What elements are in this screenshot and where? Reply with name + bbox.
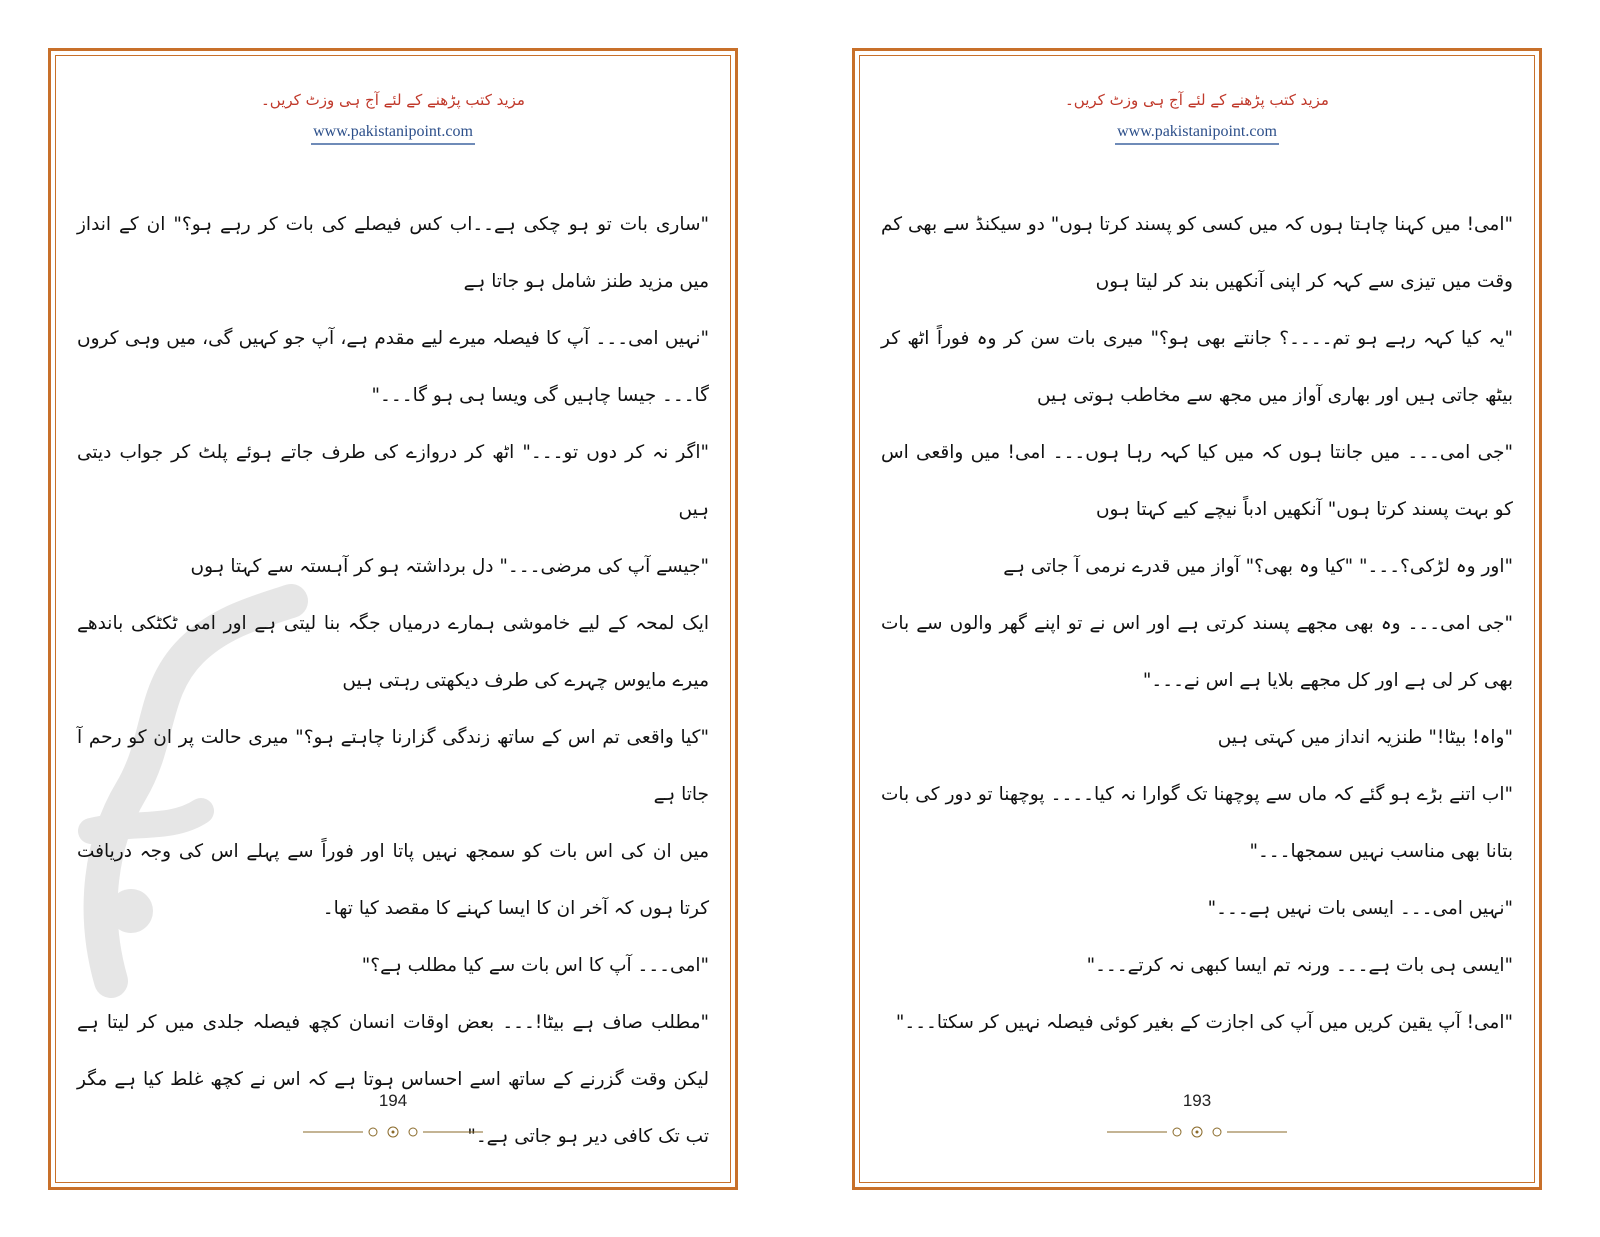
paragraph: "ایسی ہی بات ہے۔۔۔ ورنہ تم ایسا کبھی نہ کرتے۔۔۔" [1086,955,1513,976]
paragraph: "یہ کیا کہہ رہے ہو تم۔۔۔۔؟ جانتے بھی ہو؟" میری بات سن کر وہ فوراً اٹھ کر بیٹھ جاتی ہیں اور بھاری آواز میں مجھ سے مخاطب ہوتی ہیں [881,328,1513,406]
page-body [881,196,1513,1051]
paragraph: "جی امی۔۔۔ وہ بھی مجھے پسند کرتی ہے اور اس نے تو اپنے گھر والوں سے بات بھی کر لی ہے اور کل مجھے بلایا ہے اس نے۔۔۔" [881,613,1513,691]
paragraph: "نہیں امی۔۔۔ ایسی بات نہیں ہے۔۔۔" [1207,898,1513,919]
paragraph: "امی! آپ یقین کریں میں آپ کی اجازت کے بغیر کوئی فیصلہ نہیں کر سکتا۔۔۔" [895,1012,1513,1033]
site-url [855,123,1539,141]
site-url-link[interactable]: www.pakistanipoint.com [1115,123,1279,145]
paragraph: "واہ! بیٹا!" طنزیہ انداز میں کہتی ہیں [1217,727,1513,748]
paragraph: "کیا واقعی تم اس کے ساتھ زندگی گزارنا چاہتے ہو؟" میری حالت پر ان کو رحم آ جاتا ہے [77,727,709,805]
ornament-divider [1107,1125,1287,1139]
book-page-193 [852,48,1542,1190]
header-note: مزید کتب پڑھنے کے لئے آج ہی وزٹ کریں۔ [1065,91,1329,109]
paragraph: "مطلب صاف ہے بیٹا!۔۔۔ بعض اوقات انسان کچھ فیصلہ جلدی میں کر لیتا ہے لیکن وقت گزرنے کے ساتھ اسے احساس ہوتا ہے کہ اس نے کچھ غلط کیا ہے مگر تب تک کافی دیر ہو جاتی ہے۔" [77,1012,709,1147]
paragraph: میں ان کی اس بات کو سمجھ نہیں پاتا اور فوراً سے پہلے اس کی وجہ دریافت کرتا ہوں کہ آخر ان کا ایسا کہنے کا مقصد کیا تھا۔ [77,841,709,919]
paragraph: "نہیں امی۔۔۔ آپ کا فیصلہ میرے لیے مقدم ہے، آپ جو کہیں گی، میں وہی کروں گا۔۔۔ جیسا چاہیں گی ویسا ہی ہو گا۔۔۔" [77,328,709,406]
paragraph: ایک لمحہ کے لیے خاموشی ہمارے درمیاں جگہ بنا لیتی ہے اور امی ٹکٹکی باندھے میرے مایوس چہرے کی طرف دیکھتی رہتی ہیں [77,613,709,691]
paragraph: "امی۔۔۔ آپ کا اس بات سے کیا مطلب ہے؟" [361,955,709,976]
page-number: 194 [378,1091,408,1110]
paragraph: "امی! میں کہنا چاہتا ہوں کہ میں کسی کو پسند کرتا ہوں" دو سیکنڈ سے بھی کم وقت میں تیزی سے کہہ کر اپنی آنکھیں بند کر لیتا ہوں [881,214,1513,292]
paragraph: "ساری بات تو ہو چکی ہے۔۔اب کس فیصلے کی بات کر رہے ہو؟" ان کے انداز میں مزید طنز شامل ہو جاتا ہے [77,214,709,292]
paragraph: "جی امی۔۔۔ میں جانتا ہوں کہ میں کیا کہہ رہا ہوں۔۔۔ امی! میں واقعی اس کو بہت پسند کرتا ہوں" آنکھیں ادباً نیچے کیے کہتا ہوں [881,442,1513,520]
paragraph: "اگر نہ کر دوں تو۔۔۔" اٹھ کر دروازے کی طرف جاتے ہوئے پلٹ کر جواب دیتی ہیں [77,442,709,520]
paragraph: "جیسے آپ کی مرضی۔۔۔" دل برداشتہ ہو کر آہستہ سے کہتا ہوں [190,556,709,577]
ornament-divider [303,1125,483,1139]
site-url-link[interactable]: www.pakistanipoint.com [311,123,475,145]
page-body [77,196,709,1165]
header-note: مزید کتب پڑھنے کے لئے آج ہی وزٹ کریں۔ [261,91,525,109]
paragraph: "اب اتنے بڑے ہو گئے کہ ماں سے پوچھنا تک گوارا نہ کیا۔۔۔۔ پوچھنا تو دور کی بات بتانا بھی مناسب نہیں سمجھا۔۔۔" [881,784,1513,862]
site-url [51,123,735,141]
page-number: 193 [1182,1091,1212,1110]
book-page-194 [48,48,738,1190]
paragraph: "اور وہ لڑکی؟۔۔۔" "کیا وہ بھی؟" آواز میں قدرے نرمی آ جاتی ہے [1003,556,1513,577]
